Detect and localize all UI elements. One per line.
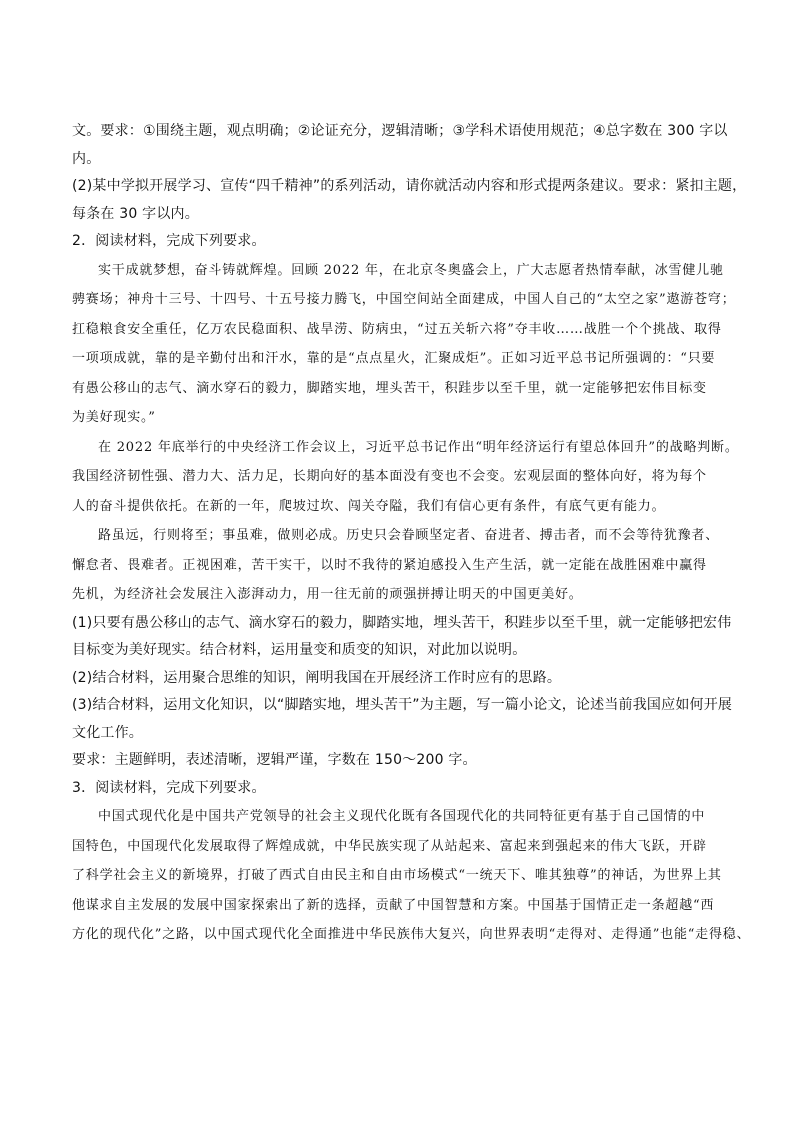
passage-line: 实干成就梦想，奋斗铸就辉煌。回顾 2022 年，在北京冬奥盛会上，广大志愿者热情奉献，冰雪健儿驰	[98, 262, 724, 278]
subquestion-line: (3)结合材料，运用文化知识，以“脚踏实地，埋头苦干”为主题，写一篇小论文，论述当前我国应如何开展	[72, 697, 733, 713]
question-2-passage-1	[72, 256, 736, 433]
question-2-heading: 2．阅读材料，完成下列要求。	[72, 233, 266, 249]
intro-line: (2)某中学拟开展学习、宣传“四千精神”的系列活动，请你就活动内容和形式提两条建议。要求：紧扣主题，	[72, 178, 747, 194]
passage-line: 有愚公移山的志气、滴水穿石的毅力，脚踏实地，埋头苦干，积跬步以至千里，就一定能够把宏伟目标变	[72, 380, 707, 396]
intro-line: 每条在 30 字以内。	[72, 205, 199, 222]
passage-line: 在 2022 年底举行的中央经济工作会议上，习近平总书记作出“明年经济运行有望总体回升”的战略判断。	[98, 439, 739, 455]
question-3-passage	[72, 802, 751, 950]
subquestion-line: (2)结合材料，运用聚合思维的知识，阐明我国在开展经济工作时应有的思路。	[72, 669, 562, 686]
document-page	[72, 118, 751, 950]
intro-line: 文。要求：①围绕主题，观点明确；②论证充分，逻辑清晰；③学科术语使用规范；④总字数在 300 字以	[72, 123, 728, 139]
passage-line: 为美好现实。”	[72, 410, 156, 425]
passage-line: 骋赛场；神舟十三号、十四号、十五号接力腾飞，中国空间站全面建成，中国人自己的“太空之家”遨游苍穹；	[72, 292, 736, 307]
passage-line: 路虽远，行则将至；事虽难，做则必成。历史只会眷顾坚定者、奋进者、搏击者，而不会等待犹豫者、	[98, 528, 720, 543]
question-2-passage-3	[72, 521, 722, 610]
question-2-subquestions	[72, 610, 733, 775]
passage-line: 先机，为经济社会发展注入澎湃动力，用一往无前的顽强拼搏让明天的中国更美好。	[72, 587, 583, 602]
question-2-passage-2	[72, 433, 739, 522]
passage-line: 懈怠者、畏难者。正视困难，苦干实干，以时不我待的紧迫感投入生产生活，就一定能在战胜困难中赢得	[72, 557, 707, 573]
passage-line: 人的奋斗提供依托。在新的一年，爬坡过坎、闯关夺隘，我们有信心更有条件，有底气更有能力。	[72, 498, 666, 514]
passage-line: 国特色，中国现代化发展取得了辉煌成就，中华民族实现了从站起来、富起来到强起来的伟大飞跃，开辟	[72, 838, 707, 854]
subquestion-line: 要求：主题鲜明，表述清晰，逻辑严谨，字数在 150～200 字。	[72, 752, 477, 768]
intro-block	[72, 118, 747, 228]
subquestion-line: (1)只要有愚公移山的志气、滴水穿石的毅力，脚踏实地，埋头苦干，积跬步以至千里，就一定能够把宏伟	[72, 614, 732, 631]
passage-line: 一项项成就，靠的是辛勤付出和汗水，靠的是“点点星火，汇聚成炬”。正如习近平总书记所强调的：“只要	[72, 351, 716, 366]
passage-line: 扛稳粮食安全重任，亿万农民稳面积、战旱涝、防病虫，“过五关斩六将”夺丰收……战胜一个个挑战、取得	[72, 321, 722, 337]
subquestion-line: 文化工作。	[72, 724, 143, 741]
passage-line: 中国式现代化是中国共产党领导的社会主义现代化既有各国现代化的共同特征更有基于自己国情的中	[98, 809, 706, 824]
passage-line: 方化的现代化”之路，以中国式现代化全面推进中华民族伟大复兴，向世界表明“走得对、走得通”也能“走得稳、	[72, 927, 751, 942]
intro-line: 内。	[72, 150, 101, 167]
subquestion-line: 目标变为美好现实。结合材料，运用量变和质变的知识，对此加以说明。	[72, 642, 527, 658]
passage-line: 我国经济韧性强、潜力大、活力足，长期向好的基本面没有变也不会变。宏观层面的整体向好，将为每个	[72, 469, 707, 484]
passage-line: 他谋求自主发展的发展中国家探索出了新的选择，贡献了中国智慧和方案。中国基于国情正走一条超越“西	[72, 897, 715, 913]
passage-line: 了科学社会主义的新境界，打破了西式自由民主和自由市场模式“一统天下、唯其独尊”的神话，为世界上其	[72, 868, 722, 883]
question-3-heading: 3．阅读材料，完成下列要求。	[72, 779, 266, 796]
